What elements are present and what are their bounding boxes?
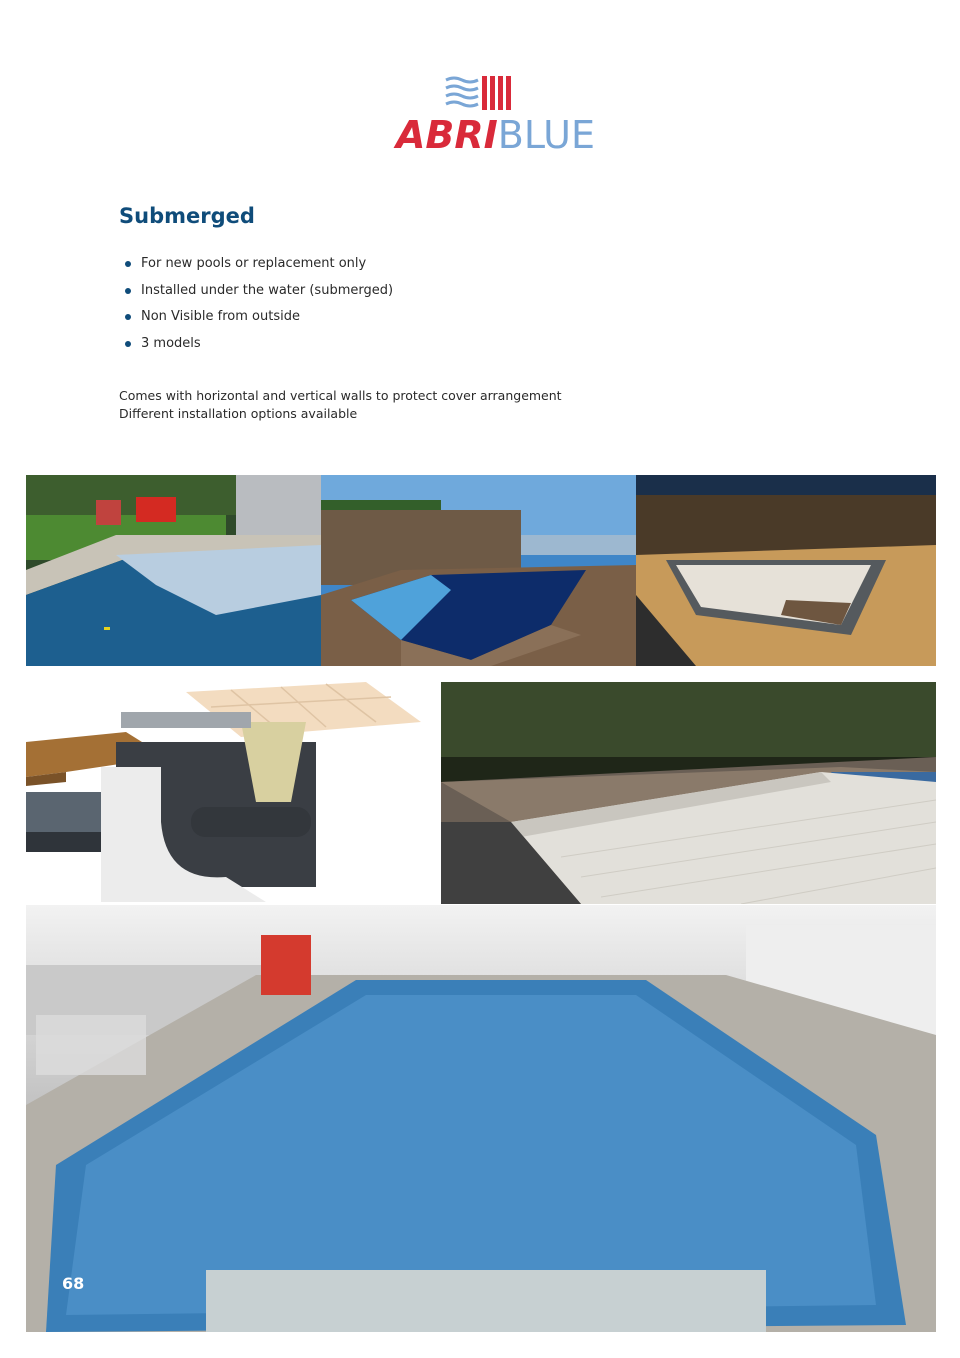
list-item	[123, 254, 393, 281]
bullet-icon	[125, 314, 131, 320]
cutaway-diagram-illustration	[26, 682, 438, 904]
pool-stone-surround-photo	[636, 475, 936, 666]
white-slat-cover-photo	[441, 682, 936, 904]
list-item	[123, 334, 393, 361]
pool-garden-photo	[26, 475, 321, 666]
logo-wordmark	[396, 113, 595, 157]
bullet-icon	[125, 288, 131, 294]
logo-text-abri: ABRI	[396, 113, 498, 157]
bullet-icon	[125, 261, 131, 267]
section-title: Submerged	[119, 204, 255, 228]
list-item	[123, 281, 393, 308]
logo-text-blue: BLUE	[497, 113, 595, 157]
list-item	[123, 307, 393, 334]
list-item-text: For new pools or replacement only	[141, 256, 367, 271]
blue-slat-cover-photo	[26, 905, 936, 1332]
description-line: Different installation options available	[119, 406, 358, 421]
list-item-text: Non Visible from outside	[141, 309, 300, 324]
pool-wood-deck-photo	[321, 475, 636, 666]
waves-bars-logo-icon	[444, 74, 514, 114]
description	[119, 387, 562, 423]
abriblue-logo	[396, 74, 595, 157]
list-item-text: Installed under the water (submerged)	[141, 282, 394, 298]
page-number: 68	[62, 1274, 85, 1293]
feature-list	[123, 254, 393, 360]
description-line: Comes with horizontal and vertical walls to protect cover arrangement	[119, 388, 562, 403]
list-item-text: 3 models	[141, 335, 201, 351]
bullet-icon	[125, 341, 131, 347]
